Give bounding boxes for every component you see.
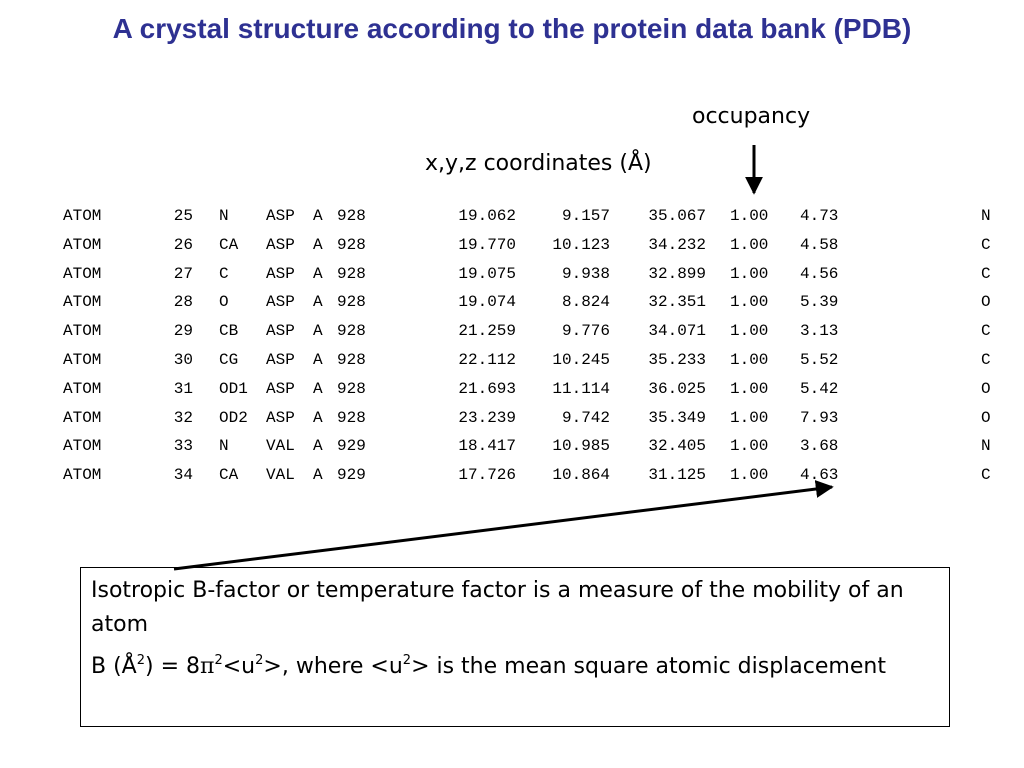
residue-number: 928 xyxy=(337,322,366,341)
element-symbol: O xyxy=(981,408,991,427)
residue-name: ASP xyxy=(266,350,295,369)
z-coordinate: 36.025 xyxy=(648,379,706,398)
residue-number: 929 xyxy=(337,437,366,456)
atom-serial: 28 xyxy=(173,293,193,312)
residue-number: 928 xyxy=(337,207,366,225)
x-coordinate: 21.693 xyxy=(458,379,516,398)
residue-name: ASP xyxy=(266,293,295,312)
chain-id: A xyxy=(313,379,323,398)
atom-serial: 25 xyxy=(173,207,193,225)
y-coordinate: 10.864 xyxy=(552,466,610,485)
z-coordinate: 35.233 xyxy=(648,350,706,369)
y-coordinate: 10.245 xyxy=(552,350,610,369)
element-symbol: C xyxy=(981,235,991,254)
z-coordinate: 34.232 xyxy=(648,235,706,254)
chain-id: A xyxy=(313,437,323,456)
atom-name: N xyxy=(219,437,229,456)
z-coordinate: 35.349 xyxy=(648,408,706,427)
residue-number: 928 xyxy=(337,293,366,312)
atom-serial: 27 xyxy=(173,264,193,283)
residue-name: ASP xyxy=(266,235,295,254)
chain-id: A xyxy=(313,264,323,283)
x-coordinate: 19.770 xyxy=(458,235,516,254)
element-symbol: C xyxy=(981,264,991,283)
x-coordinate: 19.062 xyxy=(458,207,516,225)
record-type: ATOM xyxy=(63,379,102,398)
bfactor-value: 7.93 xyxy=(800,408,839,427)
atom-serial: 29 xyxy=(173,322,193,341)
y-coordinate: 9.938 xyxy=(561,264,610,283)
bfactor-arrow xyxy=(174,487,832,569)
bfactor-value: 4.58 xyxy=(800,235,839,254)
pi-symbol: π xyxy=(200,654,215,679)
atom-name: C xyxy=(219,264,229,283)
y-coordinate: 9.157 xyxy=(561,207,610,225)
chain-id: A xyxy=(313,235,323,254)
element-symbol: N xyxy=(981,207,991,225)
atom-serial: 32 xyxy=(173,408,193,427)
occupancy-value: 1.00 xyxy=(730,437,769,456)
y-coordinate: 11.114 xyxy=(552,379,610,398)
occupancy-value: 1.00 xyxy=(730,207,769,225)
x-coordinate: 21.259 xyxy=(458,322,516,341)
chain-id: A xyxy=(313,466,323,485)
bfactor-value: 5.52 xyxy=(800,350,839,369)
occupancy-value: 1.00 xyxy=(730,264,769,283)
atom-serial: 30 xyxy=(173,350,193,369)
residue-name: ASP xyxy=(266,207,295,225)
x-coordinate: 22.112 xyxy=(458,350,516,369)
bfactor-value: 5.39 xyxy=(800,293,839,312)
residue-number: 928 xyxy=(337,264,366,283)
x-coordinate: 18.417 xyxy=(458,437,516,456)
z-coordinate: 31.125 xyxy=(648,466,706,485)
occupancy-value: 1.00 xyxy=(730,408,769,427)
residue-name: VAL xyxy=(266,466,295,485)
residue-number: 928 xyxy=(337,379,366,398)
atom-name: N xyxy=(219,207,229,225)
z-coordinate: 32.899 xyxy=(648,264,706,283)
y-coordinate: 8.824 xyxy=(561,293,610,312)
element-symbol: O xyxy=(981,379,991,398)
chain-id: A xyxy=(313,350,323,369)
record-type: ATOM xyxy=(63,408,102,427)
bfactor-value: 3.68 xyxy=(800,437,839,456)
atom-name: CA xyxy=(219,235,239,254)
atom-name: O xyxy=(219,293,229,312)
residue-number: 928 xyxy=(337,408,366,427)
atom-name: OD1 xyxy=(219,379,248,398)
bfactor-definition: Isotropic B-factor or temperature factor is a measure of the mobility of an atom xyxy=(91,578,904,637)
coordinates-label: x,y,z coordinates (Å) xyxy=(425,151,652,176)
record-type: ATOM xyxy=(63,235,102,254)
y-coordinate: 9.776 xyxy=(561,322,610,341)
element-symbol: C xyxy=(981,350,991,369)
record-type: ATOM xyxy=(63,466,102,485)
element-symbol: C xyxy=(981,322,991,341)
record-type: ATOM xyxy=(63,264,102,283)
atom-serial: 31 xyxy=(173,379,193,398)
y-coordinate: 10.985 xyxy=(552,437,610,456)
residue-name: ASP xyxy=(266,379,295,398)
z-coordinate: 34.071 xyxy=(648,322,706,341)
x-coordinate: 19.075 xyxy=(458,264,516,283)
atom-name: CG xyxy=(219,350,239,369)
element-symbol: O xyxy=(981,293,991,312)
residue-number: 928 xyxy=(337,235,366,254)
record-type: ATOM xyxy=(63,437,102,456)
occupancy-value: 1.00 xyxy=(730,235,769,254)
bfactor-value: 3.13 xyxy=(800,322,839,341)
atom-name: CA xyxy=(219,466,239,485)
record-type: ATOM xyxy=(63,350,102,369)
bfactor-value: 4.56 xyxy=(800,264,839,283)
occupancy-value: 1.00 xyxy=(730,379,769,398)
occupancy-value: 1.00 xyxy=(730,466,769,485)
x-coordinate: 17.726 xyxy=(458,466,516,485)
chain-id: A xyxy=(313,408,323,427)
y-coordinate: 9.742 xyxy=(561,408,610,427)
chain-id: A xyxy=(313,293,323,312)
residue-name: ASP xyxy=(266,322,295,341)
bfactor-formula: B $(Å^2) = 8\pi^2<u^2>$, where $<u^2>$ is the mean square atomic displacement xyxy=(91,653,886,679)
residue-name: ASP xyxy=(266,408,295,427)
bfactor-explanation-box xyxy=(80,567,950,727)
residue-number: 928 xyxy=(337,350,366,369)
element-symbol: C xyxy=(981,466,991,485)
record-type: ATOM xyxy=(63,322,102,341)
atom-name: OD2 xyxy=(219,408,248,427)
residue-name: ASP xyxy=(266,264,295,283)
residue-name: VAL xyxy=(266,437,295,456)
record-type: ATOM xyxy=(63,207,102,225)
bfactor-value: 4.63 xyxy=(800,466,839,485)
y-coordinate: 10.123 xyxy=(552,235,610,254)
x-coordinate: 23.239 xyxy=(458,408,516,427)
atom-serial: 26 xyxy=(173,235,193,254)
chain-id: A xyxy=(313,322,323,341)
element-symbol: N xyxy=(981,437,991,456)
record-type: ATOM xyxy=(63,293,102,312)
z-coordinate: 32.351 xyxy=(648,293,706,312)
x-coordinate: 19.074 xyxy=(458,293,516,312)
chain-id: A xyxy=(313,207,323,225)
z-coordinate: 35.067 xyxy=(648,207,706,225)
bfactor-value: 5.42 xyxy=(800,379,839,398)
occupancy-label: occupancy xyxy=(692,104,811,129)
occupancy-value: 1.00 xyxy=(730,293,769,312)
bfactor-value: 4.73 xyxy=(800,207,839,225)
occupancy-value: 1.00 xyxy=(730,350,769,369)
atom-name: CB xyxy=(219,322,239,341)
atom-serial: 33 xyxy=(173,437,193,456)
slide-title: A crystal structure according to the protein data bank (PDB) xyxy=(112,13,912,44)
z-coordinate: 32.405 xyxy=(648,437,706,456)
residue-number: 929 xyxy=(337,466,366,485)
atom-serial: 34 xyxy=(173,466,193,485)
occupancy-value: 1.00 xyxy=(730,322,769,341)
